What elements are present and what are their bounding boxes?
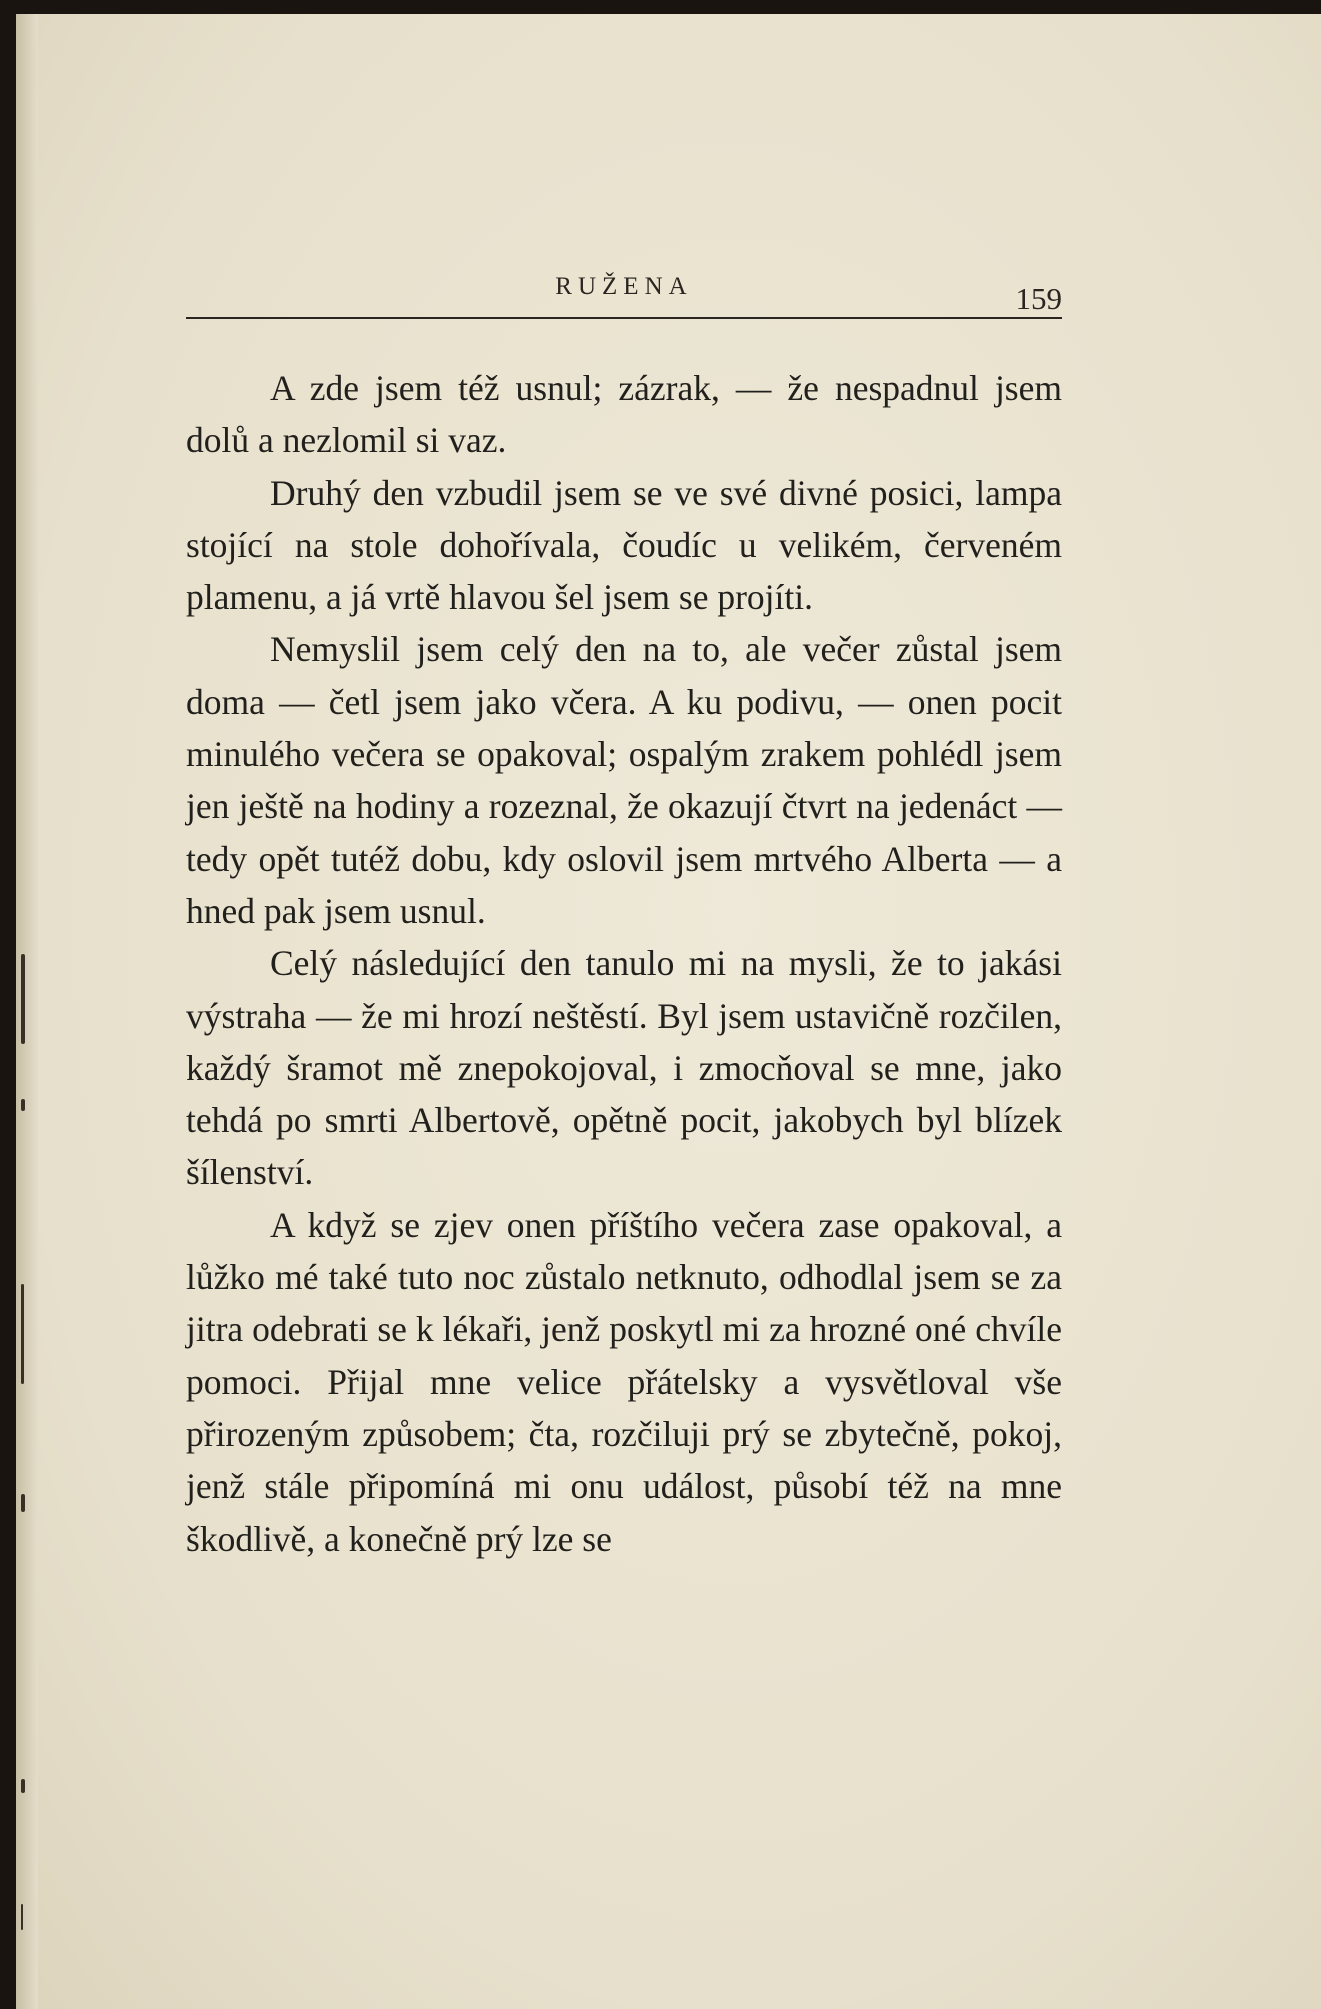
binding-mark [21, 1494, 25, 1512]
binding-mark [21, 954, 25, 1044]
body-text [186, 362, 1062, 1565]
running-title: RUŽENA [555, 273, 693, 300]
page-number: 159 [1015, 281, 1062, 316]
running-header [186, 269, 1062, 319]
paragraph: Celý následující den tanulo mi na mysli, že to jakási výstraha — že mi hrozí neštěstí. Byl jsem ustavičně rozčilen, každý šramot mě znepokojoval, i zmocňoval se mne, jako tehdá po smrti Albertově, opětně pocit, jakobych byl blízek šílenství. [186, 943, 1062, 1193]
binding-mark [21, 1284, 24, 1384]
book-page [16, 14, 1321, 2009]
binding-mark [21, 1099, 25, 1111]
paragraph: A když se zjev onen příštího večera zase opakoval, a lůžko mé také tuto noc zůstalo netknuto, odhodlal jsem se za jitra odebrati se k lékaři, jenž poskytl mi za hrozné oné chvíle pomoci. Přijal mne velice přátelsky a vysvětloval vše přirozeným způsobem; čta, rozčiluji prý se zbytečně, pokoj, jenž stále připomíná mi onu událost, působí též na mne škodlivě, a konečně prý lze se [186, 1204, 1062, 1559]
binding-mark [21, 1904, 23, 1930]
paragraph: Nemyslil jsem celý den na to, ale večer zůstal jsem doma — četl jsem jako včera. A ku podivu, — onen pocit minulého večera se opakoval; ospalým zrakem pohlédl jsem jen ještě na hodiny a rozeznal, že okazují čtvrt na jedenáct — tedy opět tutéž dobu, kdy oslovil jsem mrtvého Alberta — a hned pak jsem usnul. [186, 629, 1062, 931]
paragraph: Druhý den vzbudil jsem se ve své divné posici, lampa stojící na stole dohořívala, čoudíc u velikém, červeném plamenu, a já vrtě hlavou šel jsem se projíti. [186, 472, 1062, 618]
binding-edge [16, 14, 38, 2009]
paragraph: A zde jsem též usnul; zázrak, — že nespadnul jsem dolů a nezlomil si vaz. [186, 368, 1062, 461]
binding-mark [21, 1779, 25, 1793]
